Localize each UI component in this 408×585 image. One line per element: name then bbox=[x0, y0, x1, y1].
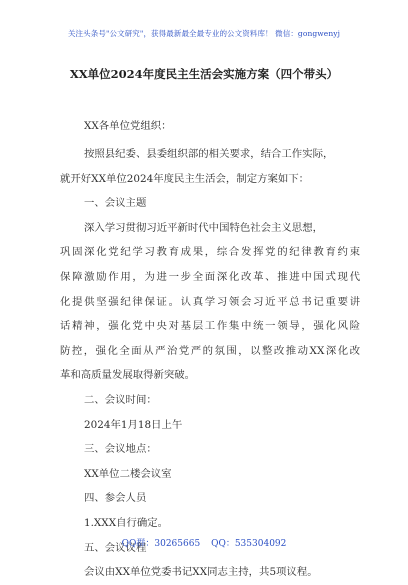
qq-group-number: QQ群：30265665 bbox=[121, 539, 201, 549]
salutation: XX各单位党组织： bbox=[84, 120, 172, 132]
section-line: XX单位二楼会议室 bbox=[84, 467, 172, 480]
section-line: 2024年1月18日上午 bbox=[84, 418, 183, 431]
paragraph-line: 化提供坚强纪律保证。认真学习领会习近平总书记重要讲 bbox=[60, 295, 360, 308]
section-line: 二、会议时间： bbox=[84, 393, 157, 406]
section-line: 三、会议地点： bbox=[84, 443, 157, 456]
section-line: 会议由XX单位党委书记XX同志主持，共5项议程。 bbox=[84, 566, 318, 579]
qq-contact-number: QQ：535304092 bbox=[211, 539, 287, 549]
section-line: 一、会议主题 bbox=[84, 197, 147, 210]
section-line: 四、参会人员 bbox=[84, 492, 147, 505]
paragraph-line: 深入学习贯彻习近平新时代中国特色社会主义思想， bbox=[84, 221, 323, 234]
document-title: XX单位2024年度民主生活会实施方案（四个带头） bbox=[69, 67, 339, 81]
contact-footer bbox=[0, 536, 408, 549]
paragraph-line: 巩固深化党纪学习教育成果，综合发挥党的纪律教育约束 bbox=[60, 246, 360, 259]
section-line: 1.XXX自行确定。 bbox=[84, 516, 169, 529]
paragraph-line: 话精神，强化党中央对基层工作集中统一领导，强化风险 bbox=[60, 320, 360, 333]
paragraph-line: 保障激励作用，为进一步全面深化改革、推进中国式现代 bbox=[60, 270, 360, 283]
promo-banner: 关注头条号"公文研究"，获得最新最全最专业的公文资料库！ 微信：gongwenyj bbox=[67, 29, 341, 38]
section-line: 五、会议议程 bbox=[84, 541, 147, 554]
paragraph-line: 就开好XX单位2024年度民主生活会，制定方案如下： bbox=[60, 172, 310, 185]
paragraph-line: 防控，强化全面从严治党严的氛围，以整改推动XX深化改 bbox=[60, 344, 360, 357]
paragraph-line: 按照县纪委、县委组织部的相关要求，结合工作实际， bbox=[84, 148, 334, 160]
paragraph-line: 革和高质量发展取得新突破。 bbox=[60, 369, 196, 382]
document-body bbox=[60, 142, 360, 585]
